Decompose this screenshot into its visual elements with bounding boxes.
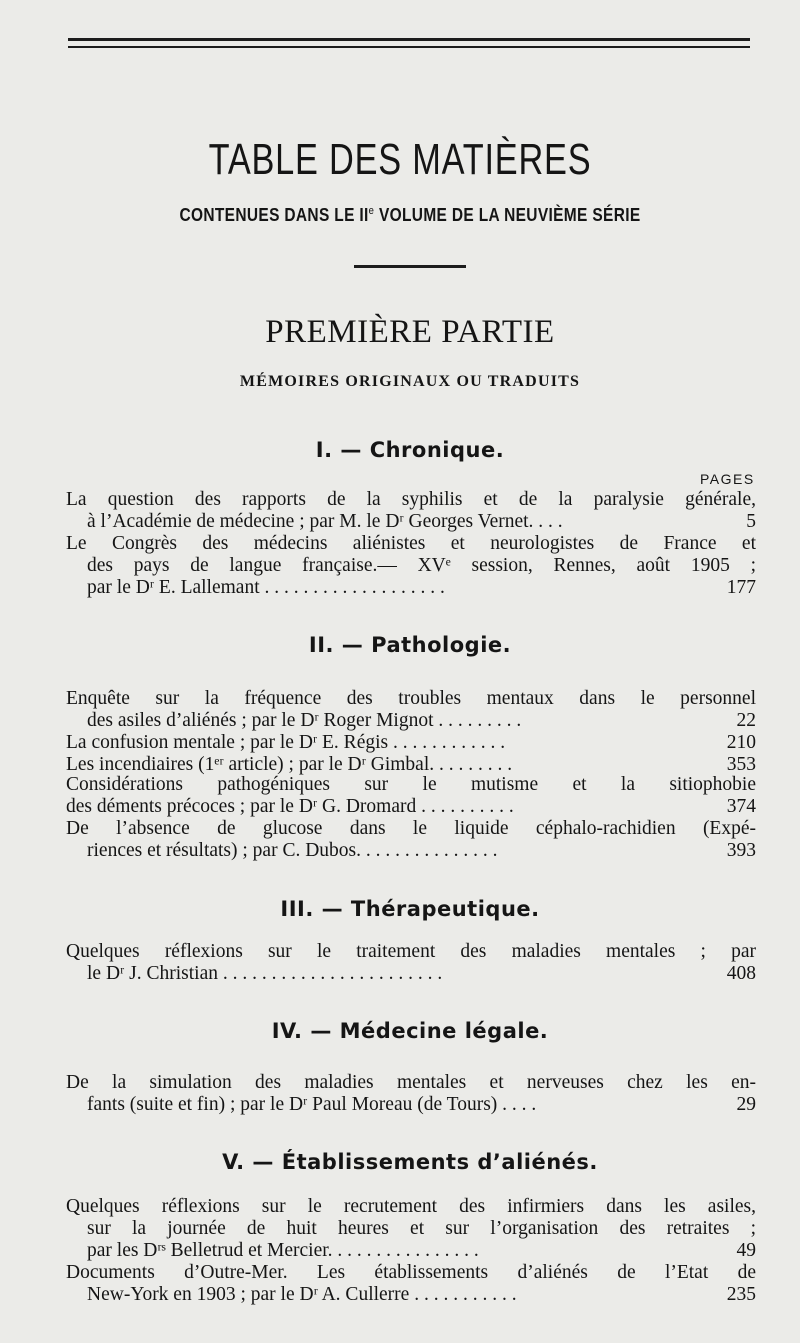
toc-entry-line: riences et résultats) ; par C. Dubos. . . . . . . . . . . . . . . 393 (87, 840, 756, 861)
page-number: 5 (740, 511, 756, 533)
page-number: 210 (721, 732, 756, 754)
toc-entry-line: fants (suite et fin) ; par le Dʳ Paul Moreau (de Tours) . . . . 29 (87, 1094, 756, 1115)
toc-entry-line: le Dʳ J. Christian . . . . . . . . . . . . . . . . . . . . . . . 408 (87, 963, 756, 984)
page-subtitle: CONTENUES DANS LE IIe VOLUME DE LA NEUVIÈME SÉRIE (179, 205, 641, 225)
page-number: 29 (731, 1094, 757, 1116)
toc-entry-line: La question des rapports de la syphilis et de la paralysie générale, (66, 489, 756, 510)
top-double-rule-thin (68, 46, 750, 48)
toc-entry-line: De la simulation des maladies mentales et nerveuses chez les en- (66, 1072, 756, 1093)
section-heading: III. — Thérapeutique. (280, 897, 540, 921)
toc-entry-line: Quelques réflexions sur le recrutement des infirmiers dans les asiles, (66, 1196, 756, 1217)
toc-entry-line: La confusion mentale ; par le Dʳ E. Régis . . . . . . . . . . . . 210 (66, 732, 756, 753)
page-number: 408 (721, 963, 756, 985)
part-title: PREMIÈRE PARTIE (265, 314, 555, 350)
part-subtitle: MÉMOIRES ORIGINAUX OU TRADUITS (239, 373, 581, 390)
page-number: 177 (721, 577, 756, 599)
section-heading: I. — Chronique. (315, 438, 505, 462)
page-number: 235 (721, 1284, 756, 1306)
toc-entry-line: Le Congrès des médecins aliénistes et neurologistes de France et (66, 533, 756, 554)
toc-entry-line: Considérations pathogéniques sur le mutisme et la sitiophobie (66, 774, 756, 795)
section-heading: II. — Pathologie. (308, 633, 512, 657)
toc-entry-line: par les Dʳˢ Belletrud et Mercier. . . . . . . . . . . . . . . . 49 (87, 1240, 756, 1261)
page-number: 393 (721, 840, 756, 862)
toc-entry-line: des déments précoces ; par le Dʳ G. Dromard . . . . . . . . . . 374 (66, 796, 756, 817)
page-number: 353 (721, 754, 756, 776)
top-double-rule (68, 38, 750, 41)
pages-column-label: PAGES (700, 471, 755, 487)
page-number: 374 (721, 796, 756, 818)
section-heading: IV. — Médecine légale. (271, 1019, 549, 1043)
toc-entry-line: Quelques réflexions sur le traitement des maladies mentales ; par (66, 941, 756, 962)
toc-entry-line: par le Dʳ E. Lallemant . . . . . . . . . . . . . . . . . . . 177 (87, 577, 756, 598)
toc-entry-line: New-York en 1903 ; par le Dʳ A. Cullerre . . . . . . . . . . . 235 (87, 1284, 756, 1305)
toc-entry-line: à l’Académie de médecine ; par M. le Dʳ Georges Vernet. . . . 5 (87, 511, 756, 532)
toc-entry-line: De l’absence de glucose dans le liquide céphalo-rachidien (Expé- (66, 818, 756, 839)
toc-entry-line: Documents d’Outre-Mer. Les établissements d’aliénés de l’Etat de (66, 1262, 756, 1283)
page-number: 49 (731, 1240, 757, 1262)
toc-entry-line: sur la journée de huit heures et sur l’organisation des retraites ; (87, 1218, 756, 1239)
toc-entry-line: Les incendiaires (1ᵉʳ article) ; par le Dʳ Gimbal. . . . . . . . . 353 (66, 754, 756, 775)
section-heading: V. — Établissements d’aliénés. (222, 1150, 598, 1174)
page-title: TABLE DES MATIÈRES (208, 135, 592, 184)
toc-entry-line: des asiles d’aliénés ; par le Dʳ Roger Mignot . . . . . . . . . 22 (87, 710, 756, 731)
toc-entry-line: Enquête sur la fréquence des troubles mentaux dans le personnel (66, 688, 756, 709)
page-number: 22 (731, 710, 757, 732)
divider-rule (354, 265, 466, 268)
toc-entry-line: des pays de langue française.— XVᵉ session, Rennes, août 1905 ; (87, 555, 756, 576)
